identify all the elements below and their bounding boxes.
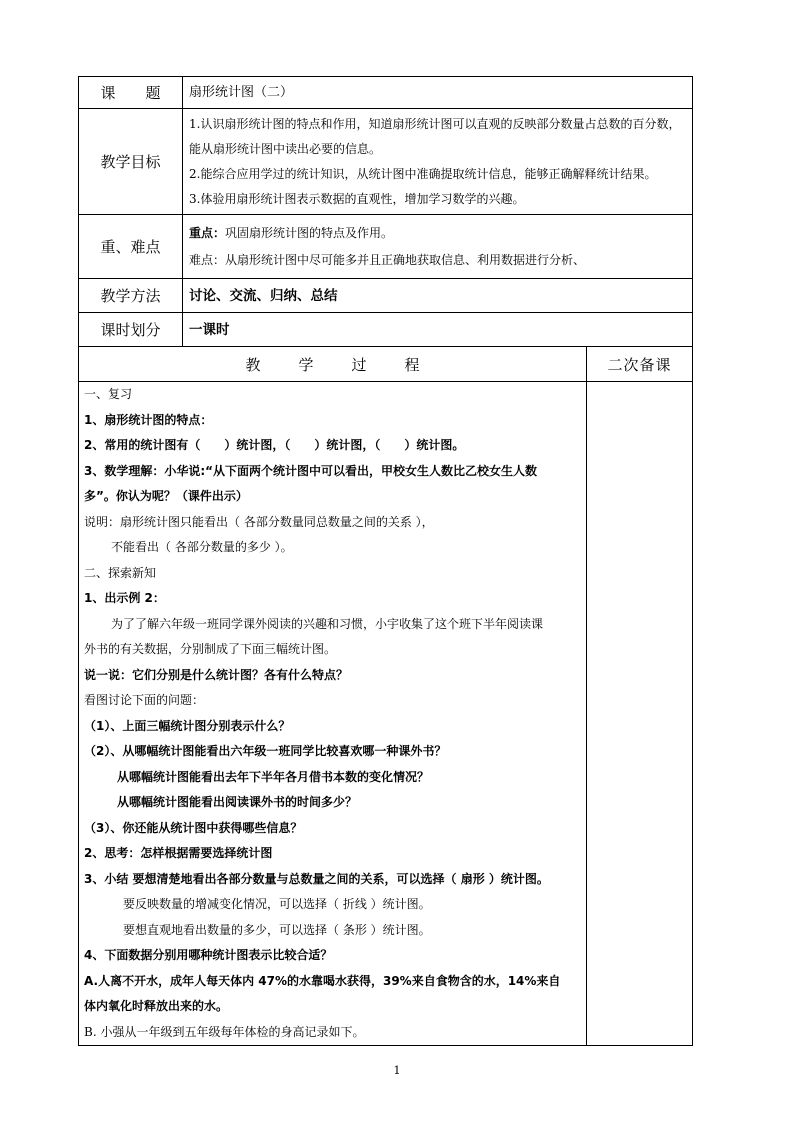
process-line: 3、小结 要想清楚地看出各部分数量与总数量之间的关系，可以选择（ 扇形 ）统计图。 [84,871,549,886]
process-line: 2、思考：怎样根据需要选择统计图 [84,846,273,860]
process-line: 从哪幅统计图能看出阅读课外书的时间多少？ [117,795,358,809]
process-line: 说明：扇形统计图只能看出（ 各部分数量同总数量之间的关系 ）， [84,514,434,529]
key-point-title: 重点： [189,225,226,240]
process-line: 看图讨论下面的问题： [84,693,205,707]
goal-line: 能从扇形统计图中读出必要的信息。 [189,141,382,156]
goal-list [183,109,693,215]
process-header: 教学过程 [79,347,587,382]
lesson-info-table [78,76,693,347]
process-line: 从哪幅统计图能看出去年下半年各月借书本数的变化情况？ [117,769,430,784]
process-line: （2）、从哪幅统计图能看出六年级一班同学比较喜欢哪一种课外书？ [84,744,447,758]
goal-line: 3.体验用扇形统计图表示数据的直观性，增加学习数学的兴趣。 [189,191,525,206]
hours-value: 一课时 [183,313,693,347]
process-line: （3）、你还能从统计图中获得哪些信息？ [84,820,303,835]
second-prep-column [587,382,693,1046]
goal-line: 1.认识扇形统计图的特点和作用，知道扇形统计图可以直观的反映部分数量占总数的百分数， [189,116,681,131]
process-line: 3、数学理解：小华说:“从下面两个统计图中可以看出，甲校女生人数比乙校女生人数 [84,463,538,478]
key-point-text: 巩固扇形统计图的特点及作用。 [225,225,394,240]
process-line: 1、扇形统计图的特点： [84,412,213,427]
process-line: 4、下面数据分别用哪种统计图表示比较合适？ [84,948,333,962]
key-points [183,215,693,279]
method-label: 教学方法 [79,279,183,313]
process-line: B. 小强从一年级到五年级每年体检的身高记录如下。 [84,1024,365,1039]
process-line: 说一说：它们分别是什么统计图？各有什么特点？ [84,667,349,682]
process-line: （1）、上面三幅统计图分别表示什么？ [84,718,291,733]
goal-line: 2.能综合应用学过的统计知识，从统计图中准确提取统计信息，能够正确解释统计结果。 [189,166,657,181]
method-value: 讨论、交流、归纳、总结 [183,279,693,313]
process-line: 不能看出（ 各部分数量的多少 ）。 [111,540,293,554]
topic-value: 扇形统计图（二） [183,77,693,109]
section-heading: 二、探索新知 [84,565,157,580]
page-number: 1 [393,1064,401,1077]
process-line: 1、出示例 2： [84,591,165,605]
process-line: A.人离不开水，成年人每天体内 47%的水靠喝水获得，39%来自食物含的水，14%来自 [84,973,561,988]
process-line: 为了了解六年级一班同学课外阅读的兴趣和习惯，小宇收集了这个班下半年阅读课 [111,616,544,631]
hours-label: 课时划分 [79,313,183,347]
process-line: 要想直观地看出数量的多少，可以选择（ 条形 ）统计图。 [123,922,431,937]
section-heading: 一、复习 [84,387,133,401]
topic-label: 课 题 [79,77,183,109]
process-line: 2、常用的统计图有（ ）统计图，（ ）统计图，（ ）统计图。 [84,438,465,452]
process-line: 外书的有关数据，分别制成了下面三幅统计图。 [84,642,337,656]
process-line: 体内氧化时释放出来的水。 [84,999,229,1013]
difficult-point: 难点：从扇形统计图中尽可能多并且正确地获取信息、利用数据进行分析、 [189,252,586,267]
goal-label: 教学目标 [79,109,183,215]
process-line: 多”。你认为呢？（课件出示） [84,489,248,503]
process-body [79,382,587,1046]
teaching-process-table [78,346,693,1046]
key-label: 重、难点 [79,215,183,279]
second-prep-header: 二次备课 [587,347,693,382]
process-line: 要反映数量的增减变化情况，可以选择（ 折线 ）统计图。 [123,897,431,911]
